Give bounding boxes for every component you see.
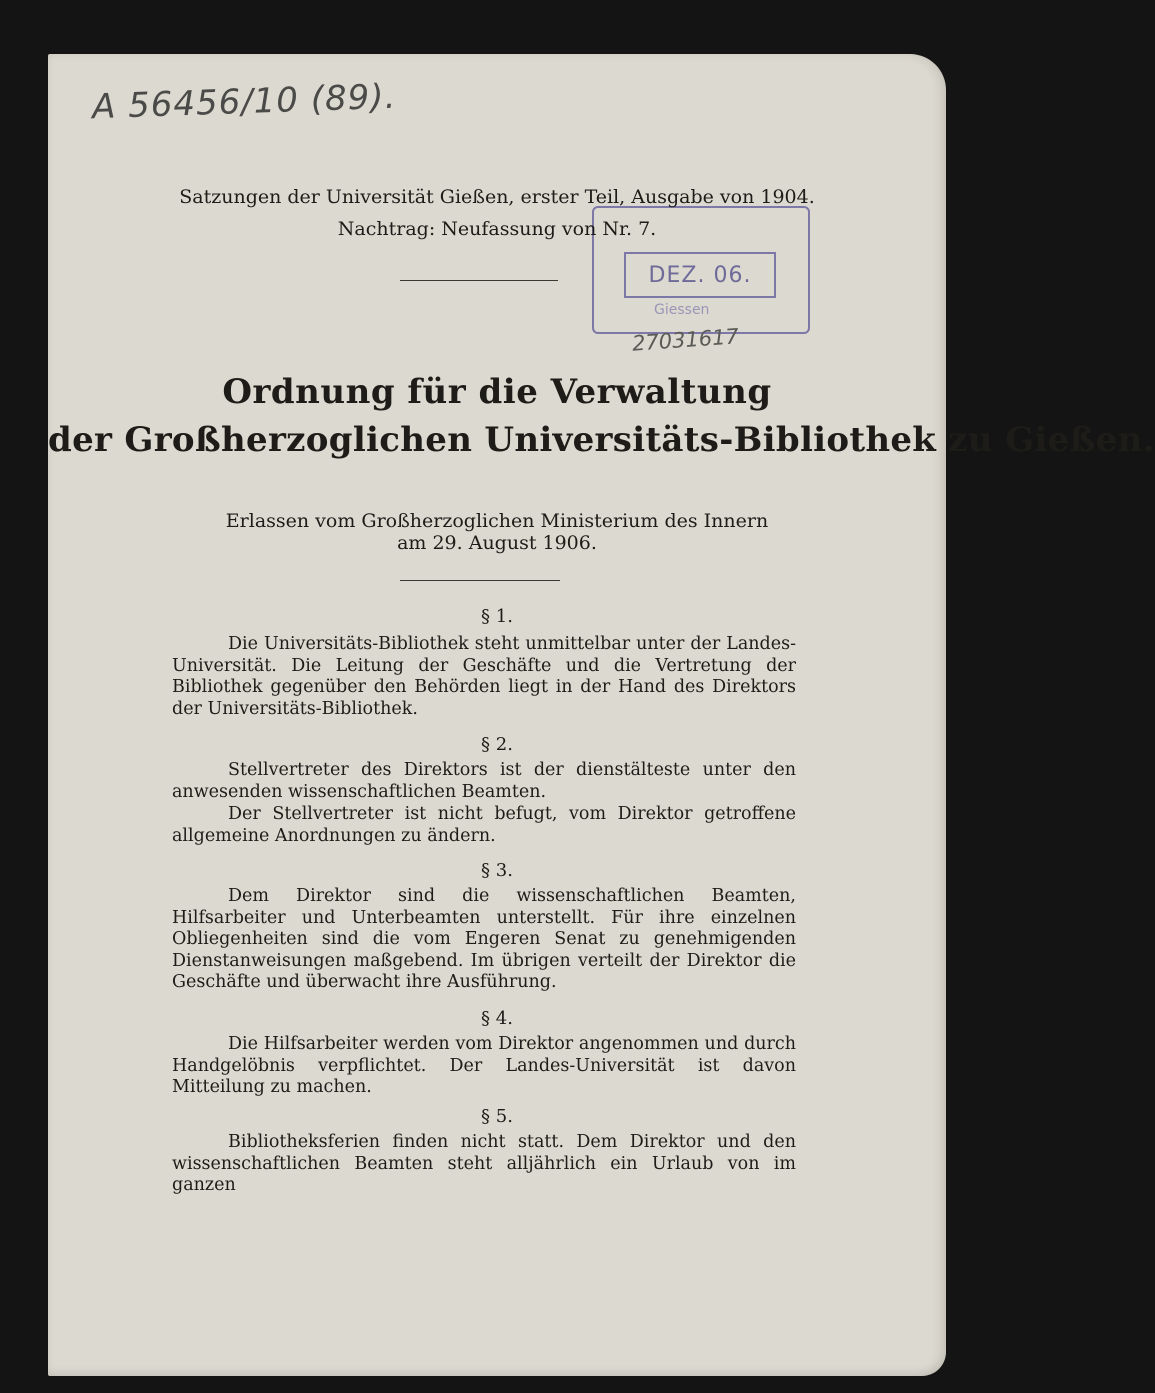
- section-heading-3: § 3.: [481, 860, 513, 881]
- divider-rule-2: [400, 580, 560, 581]
- section-text-5: Bibliotheksferien finden nicht statt. Dem Direktor und den wissenschaftlichen Beamten steht alljährlich ein Urlaub von im ganzen: [172, 1132, 796, 1195]
- section-text-1: Die Universitäts-Bibliothek steht unmittelbar unter der Landes-Universität. Die Leitung der Geschäfte und die Vertretung der Bibliothek gegenüber den Behörden liegt in der Hand des Direktors der Universitäts-Bibliothek.: [172, 634, 796, 719]
- title-line-2: der Großherzoglichen Universitäts-Bibliothek zu Gießen.: [48, 420, 1155, 460]
- subtitle-line-2: am 29. August 1906.: [397, 532, 597, 554]
- section-text-4: Die Hilfsarbeiter werden vom Direktor angenommen und durch Handgelöbnis verpflichtet. Der Landes-Universität ist davon Mitteilung zu machen.: [172, 1034, 796, 1097]
- title-line-1: Ordnung für die Verwaltung: [222, 372, 772, 412]
- section-heading-4: § 4.: [481, 1008, 513, 1029]
- handwritten-shelfmark: A 56456/10 (89).: [91, 76, 397, 128]
- section-text-2: Stellvertreter des Direktors ist der dienstälteste unter den anwesenden wissenschaftlichen Beamten.: [172, 760, 796, 802]
- handwritten-number: 27031617: [631, 324, 740, 356]
- section-heading-2: § 2.: [481, 734, 513, 755]
- divider-rule-1: [400, 280, 558, 281]
- header-line-2: Nachtrag: Neufassung von Nr. 7.: [337, 218, 657, 240]
- section-heading-5: § 5.: [481, 1106, 513, 1127]
- section-text-2b: Der Stellvertreter ist nicht befugt, vom Direktor getroffene allgemeine Anordnungen zu ändern.: [172, 804, 796, 846]
- stamp-date: DEZ. 06.: [624, 252, 776, 298]
- document-page: [48, 54, 1155, 1376]
- header-line-1: Satzungen der Universität Gießen, erster Teil, Ausgabe von 1904.: [179, 186, 815, 208]
- section-heading-1: § 1.: [481, 606, 513, 627]
- subtitle-line-1: Erlassen vom Großherzoglichen Ministerium des Innern: [225, 510, 769, 532]
- stamp-bottom-text: Giessen: [654, 302, 710, 318]
- section-text-3: Dem Direktor sind die wissenschaftlichen Beamten, Hilfsarbeiter und Unterbeamten unterstellt. Für ihre einzelnen Obliegenheiten sind die vom Engeren Senat zu genehmigenden Dienstanweisungen maßgebend. Im übrigen verteilt der Direktor die Geschäfte und überwacht ihre Ausführung.: [172, 886, 796, 992]
